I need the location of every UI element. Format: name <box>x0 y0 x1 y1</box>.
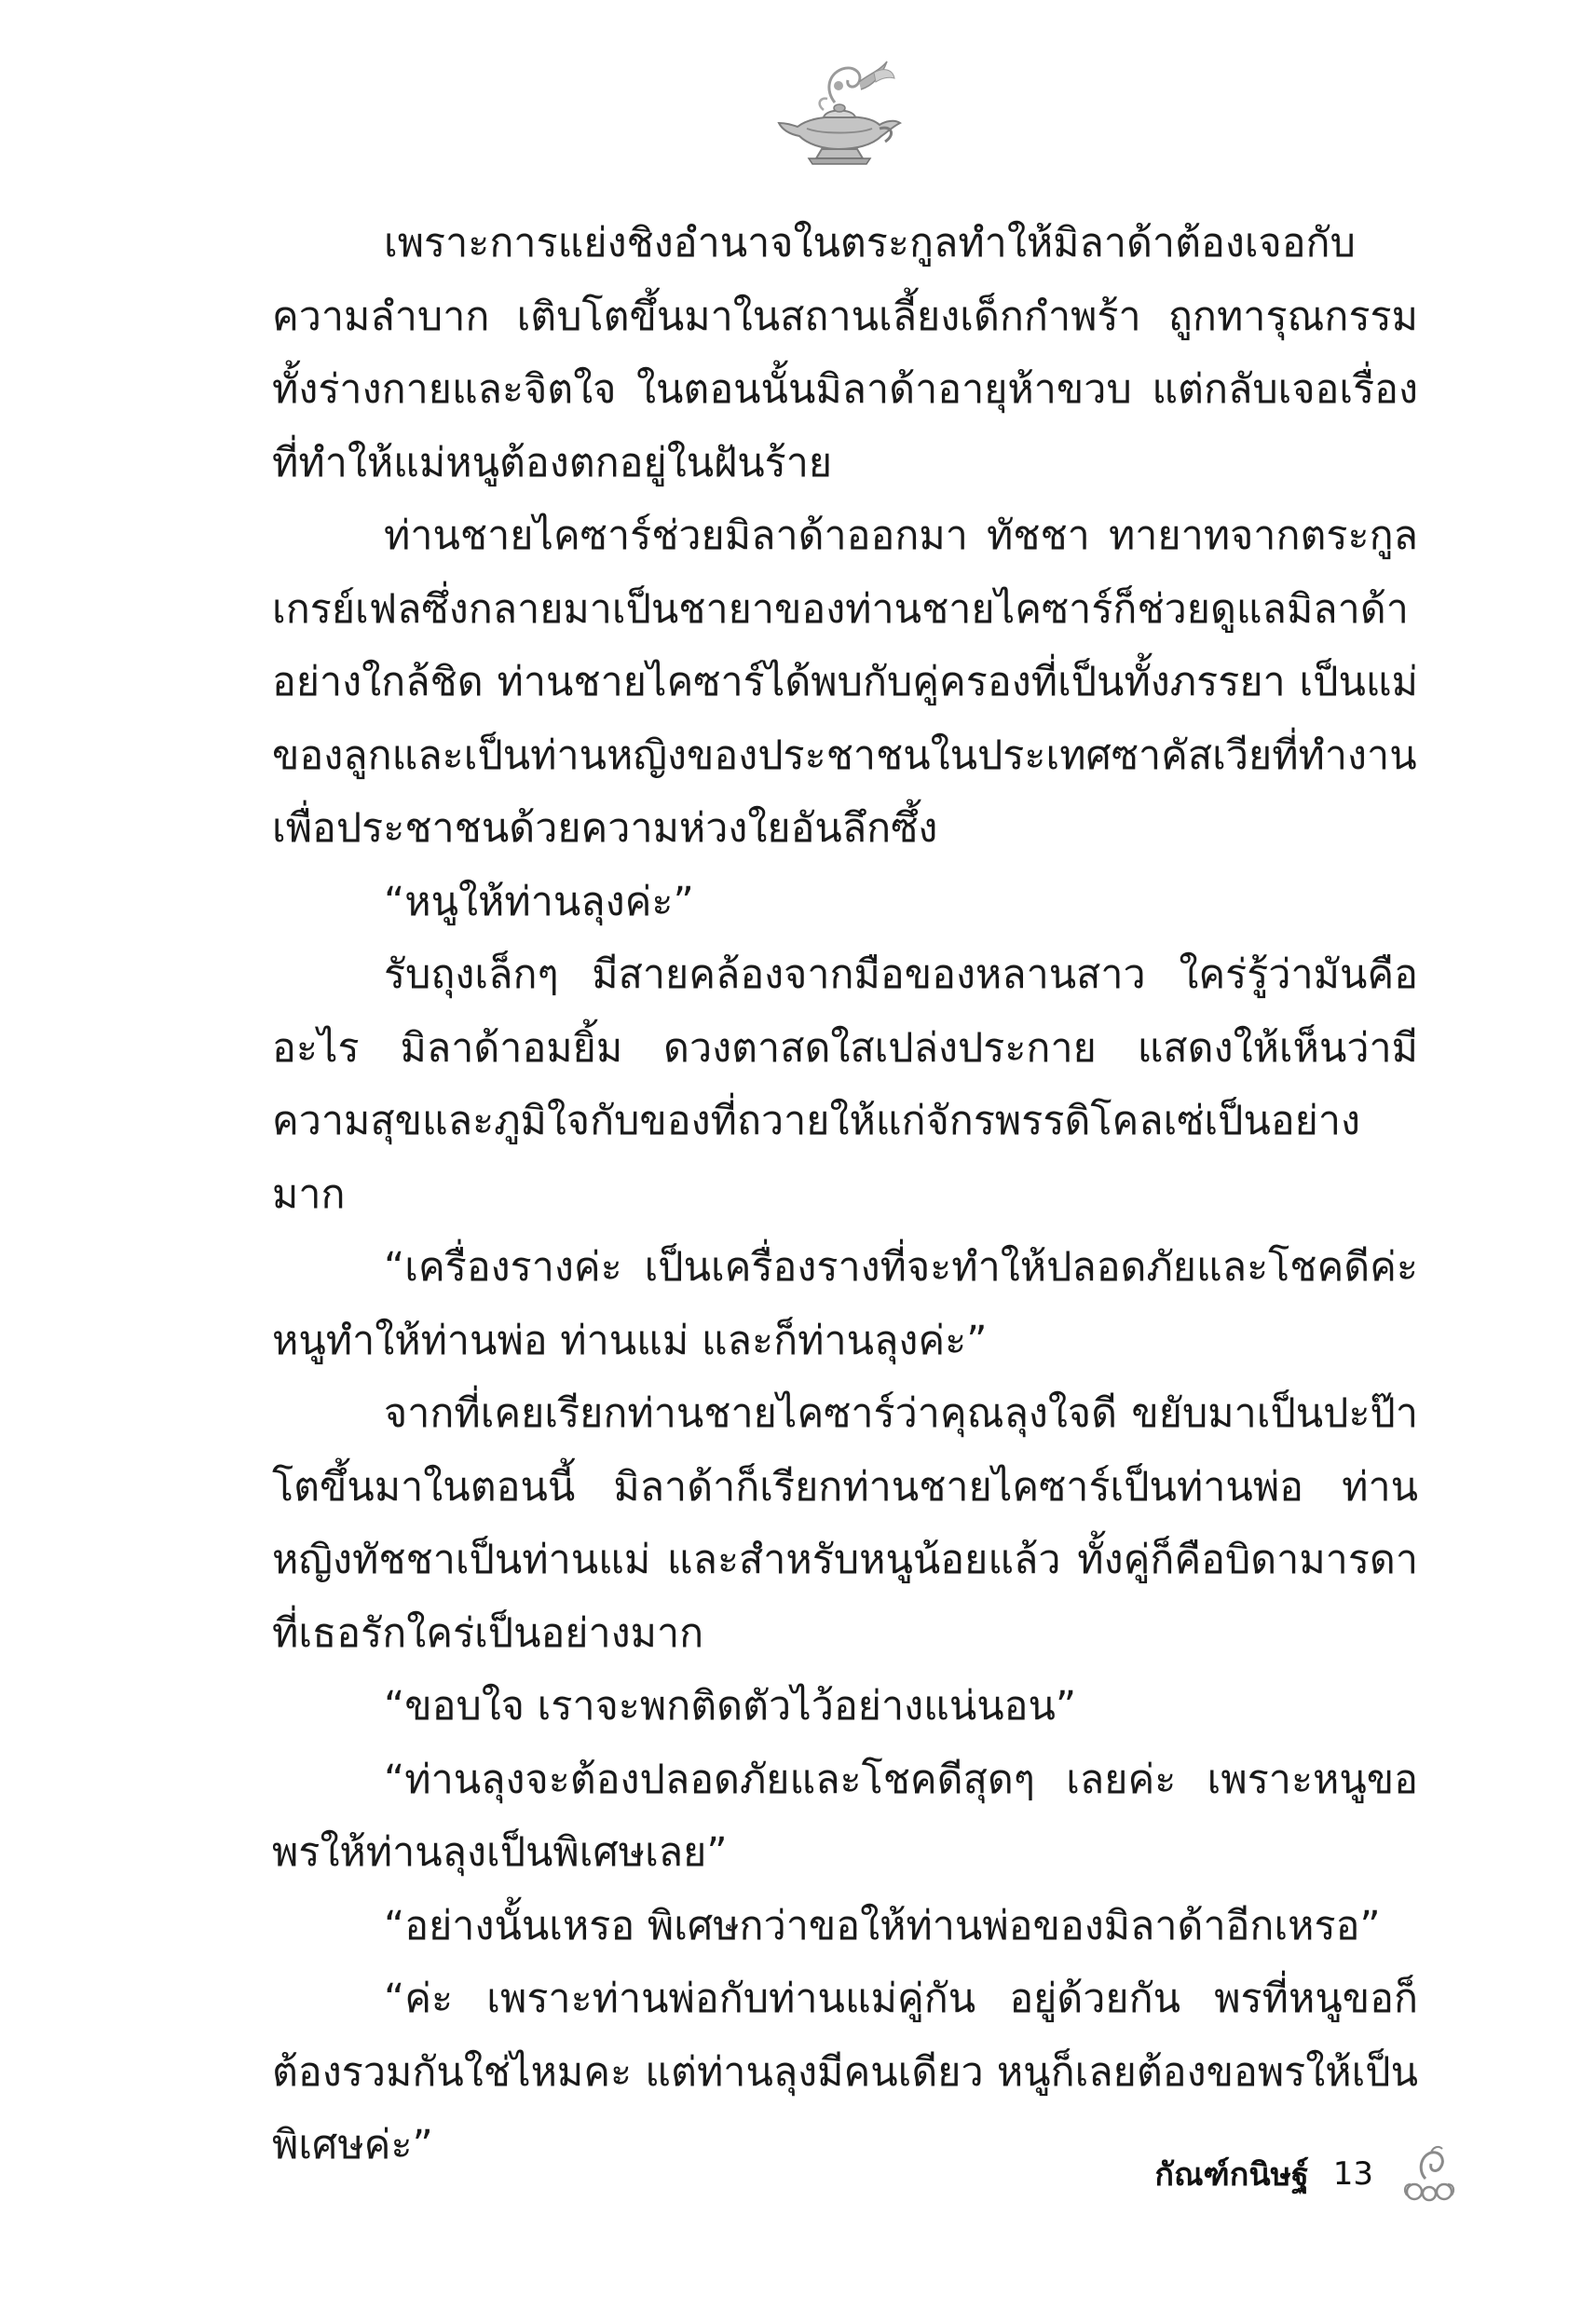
paragraph: “เครื่องรางค่ะ เป็นเครื่องรางที่จะทำให้ปลอดภัยและโชคดีค่ะ หนูทำให้ท่านพ่อ ท่านแม่ และก็ท่านลุงค่ะ” <box>272 1244 1418 1364</box>
paragraph: “อย่างนั้นเหรอ พิเศษกว่าขอให้ท่านพ่อของมิลาด้าอีกเหรอ” <box>384 1902 1381 1949</box>
paragraph: “หนูให้ท่านลุงค่ะ” <box>384 878 694 925</box>
paragraph: ท่านชายไคซาร์ช่วยมิลาด้าออกมา ทัชชา ทายาทจากตระกูลเกรย์เฟลซึ่งกลายมาเป็นชายาของท่านชายไคซาร์ก็ช่วยดูแลมิลาด้าอย่างใกล้ชิด ท่านชายไคซาร์ได้พบกับคู่ครองที่เป็นทั้งภรรยา เป็นแม่ของลูกและเป็นท่านหญิงของประชาชนในประเทศซาคัสเวียที่ทำงานเพื่อประชาชนด้วยความห่วงใยอันลึกซึ้ง <box>272 513 1418 852</box>
paragraph: “ค่ะ เพราะท่านพ่อกับท่านแม่คู่กัน อยู่ด้วยกัน พรที่หนูขอก็ต้องรวมกันใช่ไหมคะ แต่ท่านลุงมีคนเดียว หนูก็เลยต้องขอพรให้เป็นพิเศษค่ะ” <box>272 1976 1418 2168</box>
paragraph: เพราะการแย่งชิงอำนาจในตระกูลทำให้มิลาด้าต้องเจอกับความลำบาก เติบโตขึ้นมาในสถานเลี้ยงเด็กกำพร้า ถูกทารุณกรรมทั้งร่างกายและจิตใจ ในตอนนั้นมิลาด้าอายุห้าขวบ แต่กลับเจอเรื่องที่ทำให้แม่หนูต้องตกอยู่ในฝันร้าย <box>272 220 1418 486</box>
magic-lamp-ornament-icon <box>770 54 909 175</box>
page-number: 13 <box>1332 2155 1373 2193</box>
paragraph: “ขอบใจ เราจะพกติดตัวไว้อย่างแน่นอน” <box>384 1683 1077 1730</box>
paragraph: “ท่านลุงจะต้องปลอดภัยและโชคดีสุดๆ เลยค่ะ เพราะหนูขอพรให้ท่านลุงเป็นพิเศษเลย” <box>272 1756 1418 1876</box>
page-footer <box>1071 2141 1463 2207</box>
body-text <box>272 207 1418 2182</box>
paragraph: จากที่เคยเรียกท่านชายไคซาร์ว่าคุณลุงใจดี ขยับมาเป็นปะป๊า โตขึ้นมาในตอนนี้ มิลาด้าก็เรียกท่านชายไคซาร์เป็นท่านพ่อ ท่านหญิงทัชชาเป็นท่านแม่ และสำหรับหนูน้อยแล้ว ทั้งคู่ก็คือบิดามารดาที่เธอรักใคร่เป็นอย่างมาก <box>272 1390 1418 1657</box>
paragraph: รับถุงเล็กๆ มีสายคล้องจากมือของหลานสาว ใคร่รู้ว่ามันคืออะไร มิลาด้าอมยิ้ม ดวงตาสดใสเปล่งประกาย แสดงให้เห็นว่ามีความสุขและภูมิใจกับของที่ถวายให้แก่จักรพรรดิโคลเซ่เป็นอย่างมาก <box>272 951 1418 1218</box>
floral-ornament-icon <box>1398 2143 1463 2205</box>
book-title: กัณฑ์กนิษฐ์ <box>1154 2156 1309 2194</box>
